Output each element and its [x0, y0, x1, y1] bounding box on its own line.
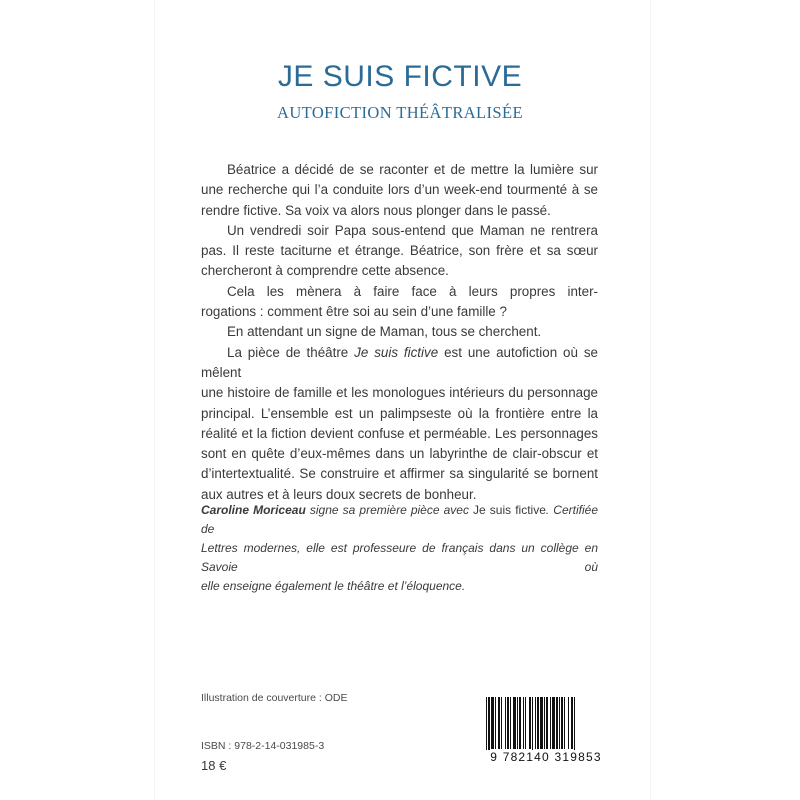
- text-line: chercheront à comprendre cette absence.: [201, 263, 449, 279]
- barcode-digits: 9 782140 319853: [482, 750, 610, 764]
- book-subtitle: AUTOFICTION THÉÂTRALISÉE: [277, 103, 523, 122]
- barcode-bar: [505, 697, 506, 749]
- barcode-bar: [537, 697, 539, 749]
- text-line: d’intertextualité. Se construire et affirmer sa singularité se bornent: [201, 466, 598, 482]
- text-line: En attendant un signe de Maman, tous se cherchent.: [227, 324, 542, 340]
- barcode-bar: [540, 697, 543, 749]
- barcode-bar: [559, 697, 560, 749]
- barcode-bar: [552, 697, 555, 749]
- author-bio: [201, 501, 598, 596]
- barcode-bar: [546, 697, 548, 749]
- barcode-bar: [510, 697, 511, 749]
- price-label: 18 €: [201, 758, 227, 773]
- text-line: rendre fictive. Sa voix va alors nous plonger dans le passé.: [201, 202, 551, 218]
- text-line: pas. Il reste taciturne et étrange. Béatrice, son frère et sa sœur: [201, 243, 598, 259]
- text-line: elle enseigne également le théâtre et l’éloquence.: [201, 579, 466, 593]
- barcode-bar: [498, 697, 500, 749]
- barcode-bars: [482, 697, 610, 753]
- book-title: JE SUIS FICTIVE: [277, 60, 523, 93]
- text-line: [201, 343, 598, 384]
- blurb-paragraph-1: [201, 160, 598, 221]
- barcode-bar: [550, 697, 551, 749]
- text-line: Béatrice a décidé de se raconter et de mettre la lumière sur: [227, 162, 598, 177]
- blurb-paragraph-2: [201, 221, 598, 282]
- barcode-bar: [568, 697, 569, 749]
- barcode-bar: [488, 697, 490, 753]
- barcode-bar: [491, 697, 494, 749]
- play-title-italic: Je suis fictive: [354, 344, 439, 360]
- author-name: Caroline Moriceau: [201, 503, 306, 517]
- text-line: principal. L’ensemble est un palimpseste où la frontière entre la: [201, 405, 598, 421]
- text-run: La pièce de théâtre: [227, 344, 355, 360]
- barcode-bar: [529, 697, 531, 749]
- text-line: une recherche qui l’a conduite lors d’un week-end tourmenté à se: [201, 182, 598, 198]
- text-line: Un vendredi soir Papa sous-entend que Maman ne rentrera: [227, 222, 598, 238]
- text-run: signe sa première pièce avec: [305, 503, 474, 517]
- barcode-bar: [571, 697, 573, 749]
- barcode-bar: [507, 697, 509, 749]
- blurb-paragraph-5: [201, 343, 598, 505]
- barcode-bar: [501, 697, 502, 749]
- barcode-bar: [486, 697, 487, 753]
- text-line: aux autres et à leurs doux secrets de bonheur.: [201, 486, 477, 502]
- text-line: réalité et la fiction devient confuse et perméable. Les personnages: [201, 425, 598, 441]
- text-run: . Certifiée de: [201, 503, 598, 536]
- text-line: rogations : comment être soi au sein d’une famille ?: [201, 304, 507, 320]
- blurb-paragraph-3: [201, 282, 598, 323]
- barcode-bar: [532, 697, 533, 753]
- text-line: Cela les mènera à faire face à leurs propres inter-: [227, 283, 598, 299]
- barcode-bar: [525, 697, 526, 749]
- barcode-bar: [535, 697, 536, 749]
- barcode-bar: [574, 697, 575, 753]
- barcode-bar: [517, 697, 518, 749]
- text-line: une histoire de famille et les monologues intérieurs du personnage: [201, 385, 598, 401]
- play-title-upright: Je suis fictive: [473, 503, 546, 517]
- blurb: [201, 160, 598, 505]
- text-line: Lettres modernes, elle est professeure de français dans un collège en Savoie où: [201, 541, 598, 574]
- text-line: sont en quête d’eux-mêmes dans un labyrinthe de clair-obscur et: [201, 446, 598, 462]
- barcode-bar: [523, 697, 524, 749]
- text-run: est une autofiction où se mêlent: [201, 344, 599, 380]
- barcode-bar: [561, 697, 563, 749]
- barcode-bar: [519, 697, 521, 749]
- barcode-bar: [564, 697, 565, 749]
- barcode-bar: [513, 697, 516, 749]
- blurb-paragraph-4: [201, 322, 598, 342]
- barcode-bar: [495, 697, 496, 749]
- isbn-label: ISBN : 978-2-14-031985-3: [201, 740, 325, 752]
- barcode-bar: [544, 697, 545, 749]
- barcode-bar: [556, 697, 558, 749]
- cover-illustration-credit: Illustration de couverture : ODE: [201, 692, 348, 704]
- text-line: [201, 501, 598, 539]
